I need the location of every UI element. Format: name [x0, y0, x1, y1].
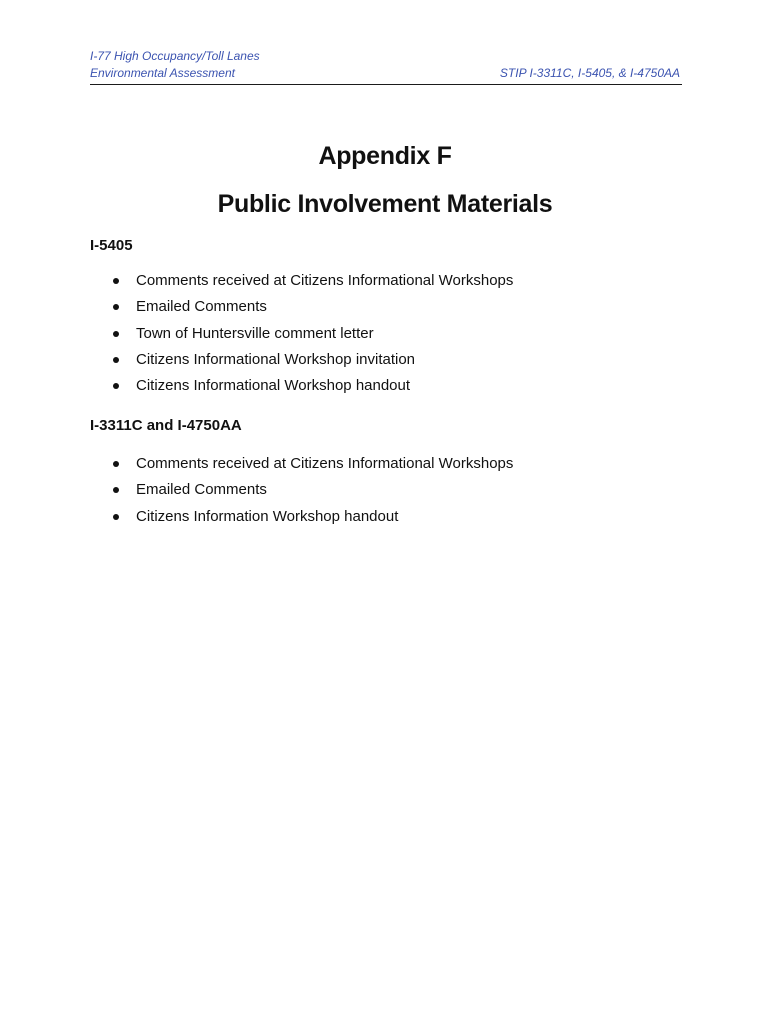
- appendix-subtitle: Public Involvement Materials: [217, 190, 553, 218]
- list-item-text: Citizens Informational Workshop invitation: [136, 350, 416, 368]
- list-item-text: Citizens Informational Workshop handout: [136, 377, 411, 395]
- header-document-type: Environmental Assessment: [90, 66, 235, 80]
- section-heading-i5405: I-5405: [90, 237, 133, 254]
- header-project-title: I-77 High Occupancy/Toll Lanes: [90, 49, 260, 63]
- list-item-text: Town of Huntersville comment letter: [136, 324, 374, 342]
- list-item-text: Emailed Comments: [136, 298, 267, 316]
- bullet-icon: [113, 514, 119, 520]
- header-stip-numbers: STIP I-3311C, I-5405, & I-4750AA: [499, 66, 680, 80]
- list-item-text: Citizens Information Workshop handout: [136, 507, 399, 525]
- bullet-icon: [113, 357, 119, 363]
- section-heading-i3311c-i4750aa: I-3311C and I-4750AA: [90, 417, 242, 434]
- bullet-icon: [113, 304, 119, 310]
- bullet-icon: [113, 461, 119, 467]
- list-item-text: Comments received at Citizens Informational Workshops: [136, 272, 514, 289]
- appendix-title: Appendix F: [318, 142, 452, 170]
- bullet-icon: [113, 331, 119, 337]
- bullet-icon: [113, 383, 119, 389]
- page-header: [90, 48, 682, 85]
- list-item-text: Comments received at Citizens Informational Workshops: [136, 455, 514, 472]
- bullet-icon: [113, 487, 119, 493]
- list-item-text: Emailed Comments: [136, 481, 267, 499]
- bullet-icon: [113, 278, 119, 284]
